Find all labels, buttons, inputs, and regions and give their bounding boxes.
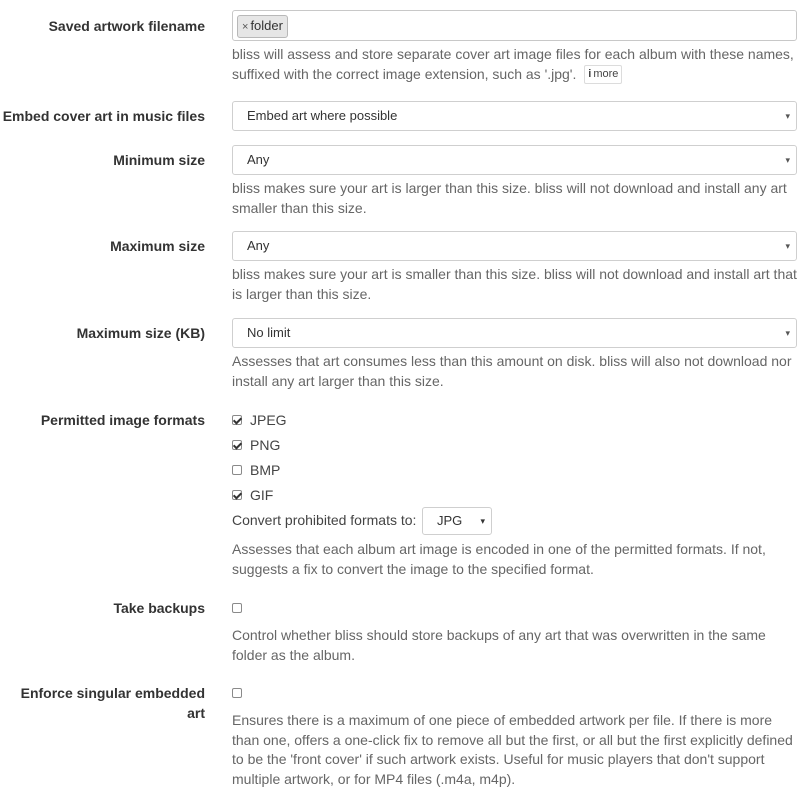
max-kb-label: Maximum size (KB)	[76, 325, 205, 341]
min-size-help: bliss makes sure your art is larger than this size. bliss will not download and install any art smaller than this size.	[232, 180, 787, 216]
min-size-label: Minimum size	[113, 152, 205, 168]
backups-help: Control whether bliss should store backups of any art that was overwritten in the same folder as the album.	[232, 627, 766, 663]
saved-filename-help-text: bliss will assess and store separate cover art image files for each album with these names, suffixed with the correct image extension, such as '.jpg'.	[232, 46, 794, 82]
tag-text: folder	[250, 18, 283, 33]
chevron-down-icon: ▾	[480, 516, 485, 526]
format-png-label: PNG	[250, 437, 281, 453]
formats-help: Assesses that each album art image is encoded in one of the permitted formats. If not, suggests a fix to convert the image to the specified format.	[232, 541, 766, 577]
chevron-down-icon: ▾	[785, 111, 790, 121]
embed-select[interactable]	[232, 101, 797, 131]
max-size-select[interactable]	[232, 231, 797, 261]
format-option-gif[interactable]	[232, 485, 273, 505]
checkbox-bmp[interactable]	[232, 465, 242, 475]
saved-filename-label: Saved artwork filename	[48, 18, 205, 34]
more-button[interactable]	[584, 65, 622, 84]
chevron-down-icon: ▾	[785, 328, 790, 338]
singular-help: Ensures there is a maximum of one piece of embedded artwork per file. If there is more than one, offers a one-click fix to remove all but the first, or all but the first explicitly defined to be the 'front cover' if such artwork exists. Useful for music players that don't support multiple artwork, or for MP4 files (.m4a, m4p).	[232, 712, 793, 787]
chevron-down-icon: ▾	[785, 241, 790, 251]
max-size-control	[232, 231, 797, 304]
more-button-label: more	[593, 68, 619, 81]
filename-tag	[237, 15, 288, 38]
saved-filename-field	[232, 10, 797, 84]
min-size-select[interactable]	[232, 145, 797, 175]
backups-label: Take backups	[113, 600, 205, 616]
max-size-label: Maximum size	[110, 238, 205, 254]
format-gif-label: GIF	[250, 487, 274, 503]
checkbox-jpeg[interactable]	[232, 415, 242, 425]
min-size-control	[232, 145, 797, 218]
format-jpeg-label: JPEG	[250, 412, 287, 428]
max-kb-select[interactable]	[232, 318, 797, 348]
format-option-bmp[interactable]	[232, 460, 280, 480]
min-size-value: Any	[247, 152, 270, 167]
embed-select-value: Embed art where possible	[247, 108, 398, 123]
convert-format-value: JPG	[437, 513, 463, 528]
format-option-png[interactable]	[232, 435, 280, 455]
filename-tag-input[interactable]	[232, 10, 797, 41]
max-size-help: bliss makes sure your art is smaller than this size. bliss will not download and install art that is larger than this size.	[232, 266, 797, 302]
info-icon: i	[588, 68, 592, 81]
singular-label: Enforce singular embedded art	[20, 685, 205, 721]
max-kb-control	[232, 318, 797, 391]
backups-checkbox[interactable]	[232, 603, 242, 613]
format-option-jpeg[interactable]	[232, 410, 287, 430]
remove-tag-icon[interactable]: ×	[242, 21, 249, 33]
formats-label: Permitted image formats	[40, 412, 205, 428]
backups-option[interactable]	[232, 598, 250, 618]
max-size-value: Any	[247, 238, 270, 253]
saved-filename-help	[232, 45, 797, 84]
checkbox-png[interactable]	[232, 440, 242, 450]
format-bmp-label: BMP	[250, 462, 281, 478]
max-kb-help: Assesses that art consumes less than this amount on disk. bliss will also not download nor install any art larger than this size.	[232, 353, 792, 389]
embed-label: Embed cover art in music files	[2, 108, 205, 124]
max-kb-value: No limit	[247, 325, 291, 340]
convert-label: Convert prohibited formats to:	[232, 512, 417, 528]
chevron-down-icon: ▾	[785, 155, 790, 165]
convert-format-select[interactable]	[422, 507, 492, 535]
checkbox-gif[interactable]	[232, 490, 242, 500]
singular-checkbox[interactable]	[232, 688, 242, 698]
embed-control	[232, 101, 797, 131]
singular-option[interactable]	[232, 683, 250, 703]
